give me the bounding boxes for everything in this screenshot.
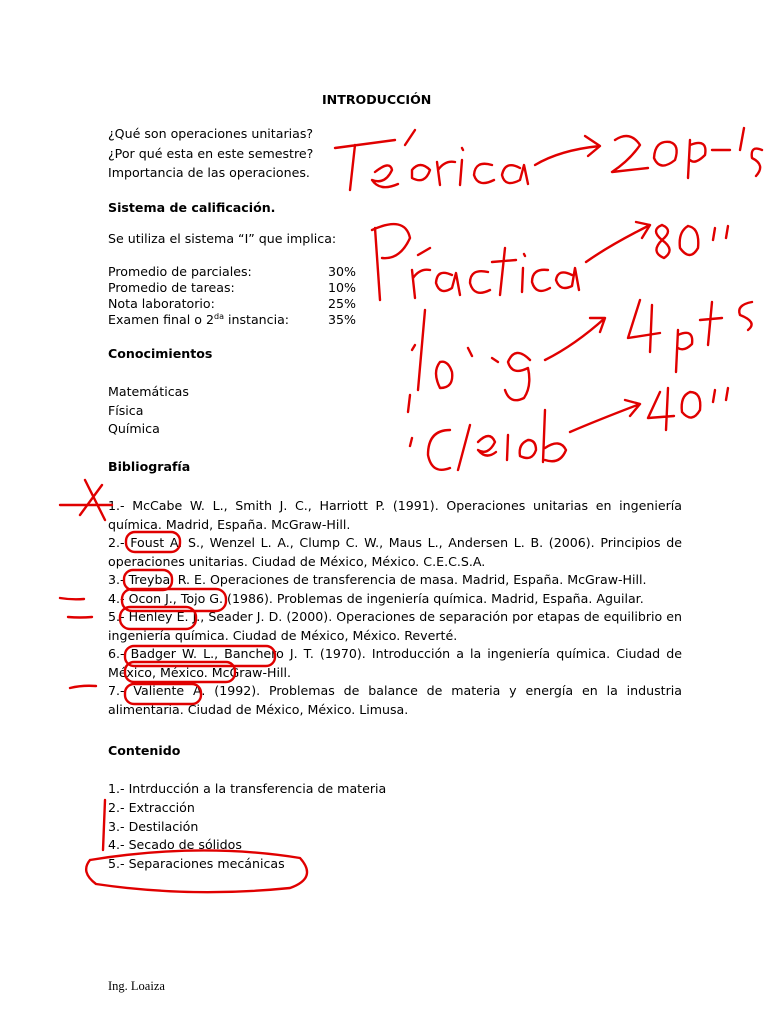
- grade-value: 25%: [328, 296, 356, 311]
- handwriting-practica: [372, 222, 728, 300]
- knowledge-item: Matemáticas: [108, 384, 189, 399]
- grade-label: Examen final o $2^{da}$ instancia:: [108, 311, 290, 327]
- knowledge-heading: Conocimientos: [108, 346, 213, 361]
- bibliography-item: 6.- Badger W. L., Banchero J. T. (1970). Introducción a la ingeniería química. Ciudad de México, México. McGraw-Hill.: [108, 646, 682, 680]
- grade-row: [108, 296, 356, 312]
- bibliography-heading: Bibliografía: [108, 459, 191, 474]
- grade-value: 30%: [328, 264, 356, 279]
- knowledge-item: Química: [108, 421, 160, 436]
- handwriting-tareas: [408, 300, 752, 412]
- knowledge-item: Física: [108, 403, 144, 418]
- intro-question: Importancia de las operaciones.: [108, 165, 310, 180]
- contents-item: 1.- Intrducción a la transferencia de materia: [108, 781, 387, 796]
- grade-label: Nota laboratorio:: [108, 296, 215, 311]
- bibliography-list: [108, 497, 682, 719]
- intro-question: ¿Por qué esta en este semestre?: [108, 146, 314, 161]
- grade-value: 10%: [328, 280, 356, 295]
- intro-question: ¿Qué son operaciones unitarias?: [108, 126, 314, 141]
- grade-row: [108, 311, 356, 328]
- bibliography-item: 5.- Henley E. J., Seader J. D. (2000). Operaciones de separación por etapas de equilibrio en ingeniería química. Ciudad de México, México. Reverté.: [108, 609, 682, 643]
- grade-label: Promedio de parciales:: [108, 264, 252, 279]
- bibliography-item: 4.- Ocon J., Tojo G. (1986). Problemas de ingeniería química. Madrid, España. Aguilar.: [108, 590, 644, 606]
- bibliography-item: 2.- Foust A. S., Wenzel L. A., Clump C. W., Maus L., Andersen L. B. (2006). Principios de operaciones unitarias. Ciudad de México, México. C.E.C.S.A.: [108, 535, 682, 569]
- bibliography-item: 1.- McCabe W. L., Smith J. C., Harriott P. (1991). Operaciones unitarias en ingeniería química. Madrid, España. McGraw-Hill.: [108, 498, 682, 532]
- grade-row: [108, 280, 356, 296]
- footer-author: Ing. Loaiza: [108, 979, 165, 993]
- bibliography-item: 7.- Valiente A. (1992). Problemas de balance de materia y energía en la industria alimentaria. Ciudad de México, México. Limusa.: [108, 683, 682, 717]
- contents-item: 3.- Destilación: [108, 819, 199, 834]
- handwriting-teorica: [335, 128, 762, 190]
- grading-heading: Sistema de calificación.: [108, 200, 276, 215]
- grading-system-text: Se utiliza el sistema “I” que implica:: [108, 231, 337, 246]
- handwriting-laboratorio: [410, 388, 728, 470]
- contents-item: 5.- Separaciones mecánicas: [108, 856, 285, 871]
- bibliography-item: 3.- Treybal R. E. Operaciones de transferencia de masa. Madrid, España. McGraw-Hill.: [108, 572, 647, 587]
- grade-value: 35%: [328, 312, 356, 327]
- contents-heading: Contenido: [108, 743, 181, 758]
- contents-item: 2.- Extracción: [108, 800, 195, 815]
- grade-label: Promedio de tareas:: [108, 280, 235, 295]
- grade-row: [108, 264, 356, 280]
- page-title: INTRODUCCIÓN: [322, 92, 432, 107]
- contents-item: 4.- Secado de sólidos: [108, 837, 242, 852]
